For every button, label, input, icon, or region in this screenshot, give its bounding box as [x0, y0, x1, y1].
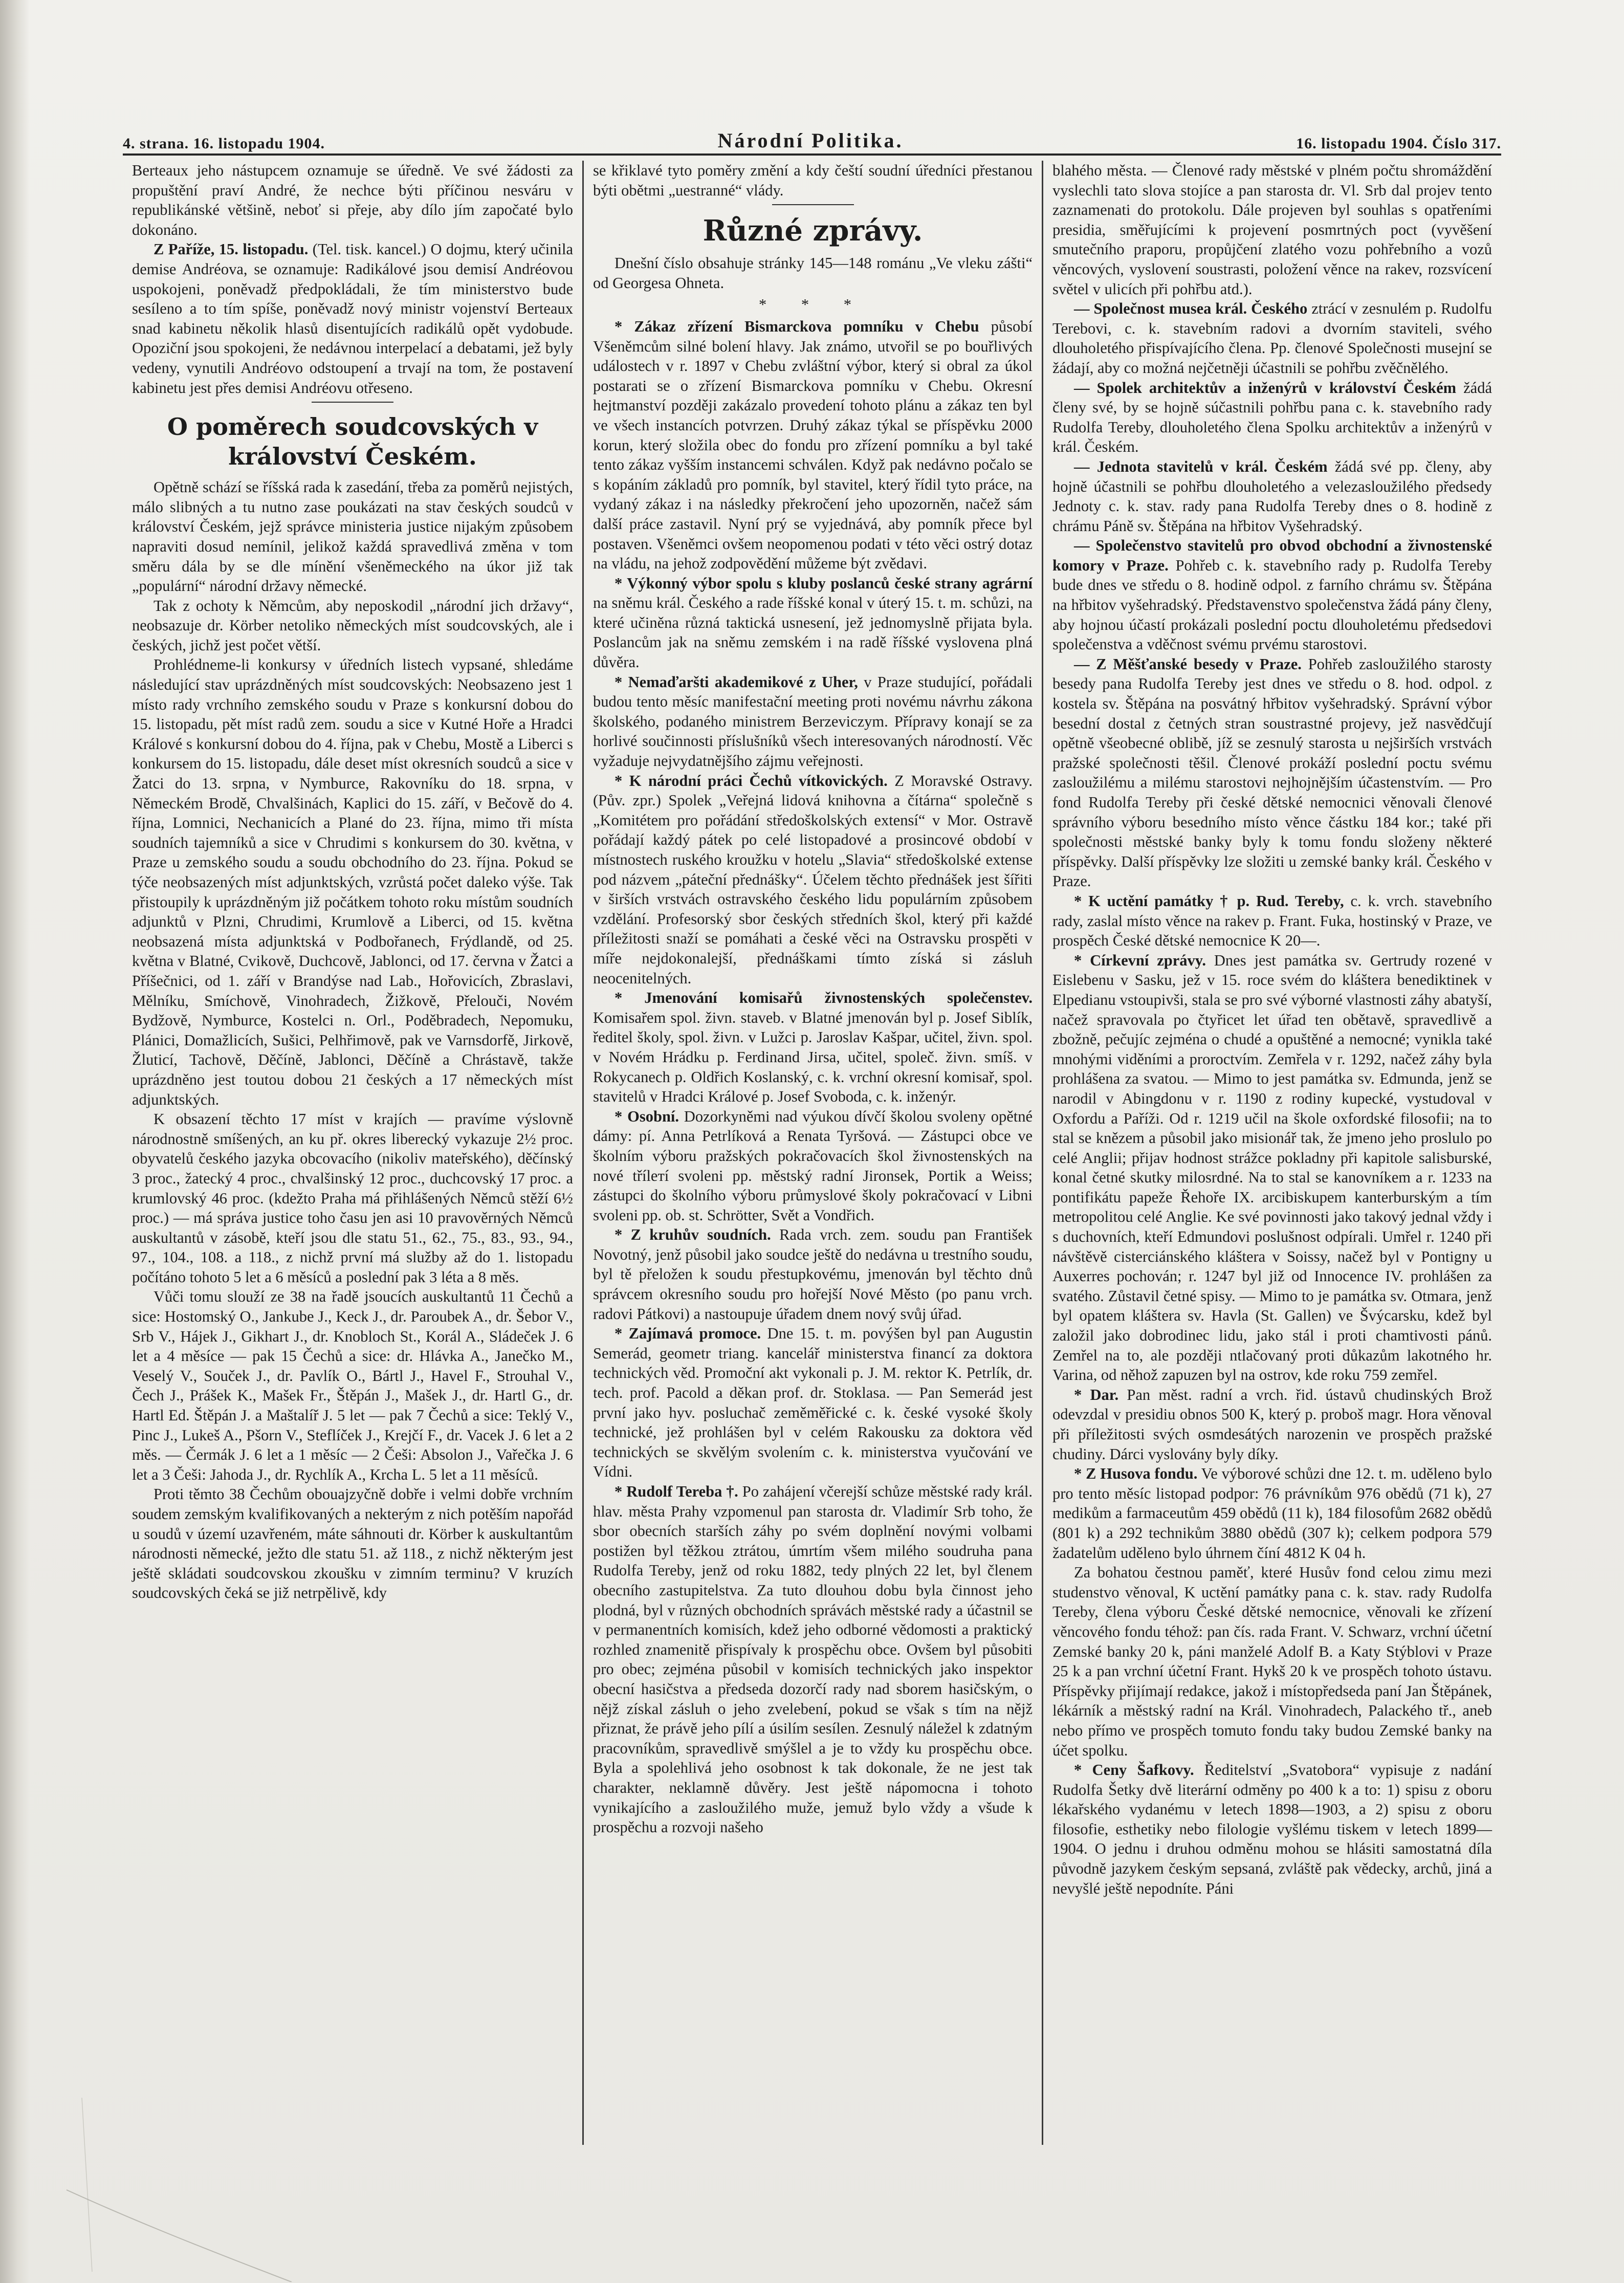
- item-title: * Rudolf Tereba †.: [615, 1483, 738, 1500]
- item-text: v Praze studující, pořádali budou tento měsíc manifestační meeting proti novému návrhu zákona školského, podaného ministrem Berzeviczym. Přípravy konají se za horlivé součinnosti příslušníků všech interesovaných národností. Věc vyžaduje nejvydatnějšího zájmu veřejnosti.: [593, 673, 1033, 770]
- issue-number-date: 16. listopadu 1904. Číslo 317.: [1296, 135, 1501, 152]
- news-item: [593, 1482, 1033, 1837]
- news-item: [1052, 891, 1492, 951]
- item-title: * Výkonný výbor spolu s kluby poslanců české strany agrární: [615, 574, 1033, 592]
- news-item: [593, 672, 1033, 771]
- page-number-date: 4. strana. 16. listopadu 1904.: [123, 135, 325, 152]
- item-text: ztrácí v zesnulém p. Rudolfu Terebovi, c. k. stavebním radovi a dvorním staviteli, svého dlouholetého přispívajícího člena. Pp. členové Společnosti musejní se žádají, aby co možná nejčetněji účastnili se pohřbu zvěčnělého.: [1052, 300, 1493, 377]
- paragraph: Vůči tomu slouží ze 38 na řadě jsoucích auskultantů 11 Čechů a sice: Hostomský O., Jankube J., Keck J., dr. Paroubek A., dr. Šebor V., Srb V., Hájek J., Gikhart J., dr. Knobloch St., Korál A., Sládeček J. 6 let a 4 měsíce — pak 15 Čechů a sice: dr. Hlávka A., Janečko M., Veselý V., Souček J., dr. Pavlík O., Bártl J., Havel F., Strouhal V., Čech J., Prášek K., Mašek Fr., Štěpán J., Mašek J., dr. Hartl G., dr. Hartl Ed. Štěpán J. a Maštalíř J. 5 let — pak 7 Čechů a sice: Teklý V., Pinc J., Lukeš A., Pšorn V., Steflíček J., Krejčí F., dr. Vacek J. 6 let a 2 měs. — Čermák J. 6 let a 1 měsíc — 2 Češi: Absolon J., Vařečka J. 6 let a 3 Češi: Jahoda J., dr. Rychlík A., Krcha L. 5 let a 11 měsíců.: [132, 1288, 573, 1483]
- paragraph: se křiklavé tyto poměry změní a kdy čeští soudní úředníci přestanou býti obětmi „uestranné“ vlády.: [593, 162, 1033, 199]
- item-text: Pan měst. radní a vrch. řid. ústavů chudinských Brož odevzdal v presidiu obnos 500 K, který p. proboš magr. Hora věnoval při příležitosti svých osmdesátých narozenin ve prospěch pražské chudiny. Dárci vyslovány byly díky.: [1052, 1386, 1492, 1463]
- item-title: — Společenstvo stavitelů pro obvod obchodní a živnostenské komory v Praze.: [1052, 537, 1492, 574]
- header-rule: [123, 153, 1501, 156]
- news-item: [1052, 951, 1492, 1385]
- item-title: * Nemaďaršti akademikové z Uher,: [615, 673, 858, 691]
- news-item: [593, 317, 1033, 574]
- item-text: Z Moravské Ostravy. (Pův. zpr.) Spolek „Veřejná lidová knihovna a čítárna“ společně s „Komitétem pro pořádání středoškolských extensí“ v Mor. Ostravě pořádají každý pátek po celé listopadové a prosincové období v místnostech ruského kroužku v hotelu „Slavia“ středoškolské extense pod názvem „páteční přednášky“. Účelem těchto přednášek jest šířiti v širších vrstvách ostravského českého lidu populárním způsobem vzdělání. Profesorský sbor českých středních škol, který při každé příležitosti snaží se pomáhati a české věci na Ostravsku prospěti v míře nejdokonalejší, přednáškami tímto získá si zásluh neocenitelných.: [593, 772, 1033, 987]
- item-title: * Z Husova fondu.: [1074, 1465, 1198, 1483]
- item-text: Dne 15. t. m. povýšen byl pan Augustin Semerád, geometr triang. kancelář ministerstva financí za doktora technických věd. Promoční akt vykonali p. J. M. rektor K. Petrlík, dr. tech. prof. Pacold a děkan prof. dr. Stoklasa. — Pan Semerád jest první jako hyv. posluchač zeměměřické c. k. české vysoké školy technické, jež prohlášen byl v celém Rakousku za doktora věd technických se skvělým svolením c. k. ministerstva vyučování ve Vídni.: [593, 1325, 1033, 1481]
- news-item: [593, 771, 1033, 989]
- item-text: Pohřeb c. k. stavebního rady p. Rudolfa Tereby bude dnes ve středu o 8. hodině odpol. z farního chrámu sv. Štěpána na hřbitov vyšehradský. Představenstvo společenstva žádá pány členy, aby hojnou účastí prokázali poslední poctu dlouholetému předsedovi společenstva a vděčnost svému prvému starostovi.: [1052, 556, 1492, 653]
- item-title: — Spolek architektův a inženýrů v království Českém: [1074, 379, 1457, 397]
- item-text: na sněmu král. Českého a rade říšské konal v úterý 15. t. m. schůzi, na které učiněna různá taktická usnesení, jež jednomyslně přijata byla. Poslancům jak na sněmu zemském i na radě říšské vyslovena plná důvěra.: [593, 594, 1033, 671]
- paragraph: Za bohatou čestnou paměť, které Husův fond celou zimu mezi studenstvo věnoval, K uctění památky pana c. k. stav. rady Rudolfa Tereby, člena výboru České dětské nemocnice, věnovali ke zřízení věncového fondu téhož: pan čís. rada Frant. V. Schwarz, vrchní účetní Zemské banky 20 k, páni manželé Adolf B. a Katy Stýblovi v Praze 25 k a pan vrchní účetní Frant. Hykš 20 k ve prospěch tohoto ústavu. Příspěvky přijímají redakce, jakož i místopředseda paní Jan Štěpánek, lékárník a městský radní na Král. Vinohradech, Palackého tř., aneb nebo přímo ve prospěch tomuto fondu taky budou Zemské banky na účet spolku.: [1052, 1564, 1492, 1759]
- item-text: Po zahájení včerejší schůze městské rady král. hlav. města Prahy vzpomenul pan starosta dr. Vladimír Srb toho, že sbor obecních starších záhy po svém doplnění novými volbami postižen byl těžkou ztrátou, úmrtím všem milého soudruha pana Rudolfa Tereby, jenž od roku 1882, tedy plných 22 let, byl členem obecního zastupitelstva. Za tuto dlouhou dobu byla činnost jeho plodná, byl v různých obchodních správách městské rady a účastnil se v permanentních komisích, kdež jeho odborné vědomosti a praktický rozhled znamenitě přispívaly k prospěchu obce. Ovšem byl působiti pro obec; zejména působil v komisích technických jako inspektor obecní hasičstva a předseda dozorčí rady nad sborem hasičským, o nějž získal zásluh o jeho zvelebení, pokud se však s tím na nějž přiznat, že právě jeho pílí a úsilím sesílen. Zesnulý náležel k zdatným pracovníkům, spravedlivě smýšlel a je to vždy ku prospěchu obce. Byla a spolehlivá jeho osobnost k tak dokonale, že ne jest tak charakter, neklamně důvěry. Jest ještě nápomocna i tohoto vynikajícího a zasloužilého muže, jemuž bylo vždy a všude k prospěchu a rozvoji našeho: [593, 1483, 1033, 1836]
- column-3: [1042, 161, 1501, 2145]
- news-item: [1052, 299, 1492, 378]
- item-text: působí Všeněmcům silné bolení hlavy. Jak známo, utvořil se po bouřlivých událostech v r. 1897 v Chebu zvláštní výbor, který si obral za úkol postarati se o zřízení Bismarckova pomníku v Chebu. Okresní hejtmanství později zakázalo provedení tohoto plánu a zákaz ten byl ve všech instancích potvrzen. Druhý zákaz týkal se příspěvku 2000 korun, který složila obec do fondu pro zřízení pomníku a byl také tento zákaz vyšším instancemi schválen. Když pak nedávno počalo se s kopáním základů pro pomník, byl stavitel, který řídil tyto práce, na vydaný zákaz i na následky překročení jeho upozorněn, načež sám další práce zastavil. Nyní prý se vyjednává, aby pomník přece byl postaven. Všeněmci ovšem neopomenou podati v této věci ostrý dotaz na vládu, na jehož zodpovědění můžeme být zvědavi.: [593, 317, 1033, 573]
- paper-scratch-mark: [61, 1995, 297, 2282]
- item-text: Dozorkyněmi nad výukou dívčí školou svoleny opětné dámy: pí. Anna Petrlíková a Renata Tyršová. — Zástupci obce ve školním výboru pražských pokračovacích škol živnostenských na nové třílетí svoleni pp. městský radní Jironsek, Portik a Weiss; zástupci do školního výboru průmyslové školy pokračovací v Libni svoleni pp. ob. st. Schrötter, Svět a Vondřich.: [593, 1107, 1033, 1224]
- article-headline: O poměrech soudcovských v království Českém.: [167, 413, 538, 471]
- paragraph: Prohlédneme-li konkursy v úředních listech vypsané, shledáme následující stav uprázdněných míst soudcovských: Neobsazeno jest 1 místo rady vrchního zemského soudu v Praze s konkursní dobou do 15. listopadu, pět míst radů zem. soudu a sice v Kutné Hoře a Hradci Králové s konkursní dobou do 4. října, pak v Chebu, Mostě a Liberci s konkursem do 15. listopadu, dále deset míst okresních soudců a sice v Žatci do 13. srpna, v Nymburce, Rakovníku do 18. srpna, v Německém Brodě, Chvalšinách, Kaplici do 15. září, v Bečově do 4. října, Lomnici, Nechanicích a Plané do 23. října, mimo tři místa soudních tajemníků a sice v Chrudimi s konkursem do 30. května, v Praze u zemského soudu a soudu obchodního do 23. října. Pokud se týče neobsazených míst adjunktských, vzrůstá počet daleko výše. Tak přistoupily k uprázdněným již počátkem tohoto roku místům soudních adjunktů v Plzni, Chrudimi, Krumlově a Liberci, od 15. května neobsazená místa adjunktská v Podbořanech, Frýdlandě, od 25. května v Blatné, Cvikově, Duchcově, Jablonci, od 17. června v Žatci a Příšečnici, od 1. září v Brandýse nad Lab., Hořovicích, Zbraslavi, Mělníku, Smíchově, Vinohradech, Žižkově, Přelouči, Novém Bydžově, Nymburce, Kostelci n. Orl., Poděbradech, Nepomuku, Plánici, Domažlicích, Sušici, Pelhřimově, pak ve Varnsdorfě, Jirkově, Žluticí, Tachově, Děčíně, Jablonci, Děčíně a Chrástavě, takže uprázdněno jest toutou dobou 21 českých a 17 německých míst adjunktských.: [132, 656, 573, 1108]
- item-title: * Ceny Šafkovy.: [1074, 1761, 1194, 1779]
- item-text: Komisařem spol. živn. staveb. v Blatné jmenován byl p. Josef Siblík, ředitel školy, spol. živn. v Lužci p. Jaroslav Kašpar, učitel, živn. spol. v Novém Hrádku p. Ferdinand Jirsa, učitel, společ. živn. smíš. v Rokycanech p. Oldřich Koslanský, c. k. vrchní okresní komisař, spol. stavitelů v Hradci Králové p. Josef Svoboda, c. k. inženýr.: [593, 1008, 1033, 1106]
- news-item: [1052, 457, 1492, 536]
- item-text: Ředitelství „Svatobora“ vypisuje z nadání Rudolfa Šetky dvě literární odměny po 400 k a to: 1) spisu z oboru lékařského vydanému v letech 1898—1903, a 2) spisu z oboru filosofie, esthetiky nebo filologie vyšlému tiskem v letech 1899—1904. O jednu i druhou odměnu mohou se hlásiti samostatná díla původně jazykem českým sepsaná, zvláště pak vědecky, archů, jiná a nevyšlé ještě nepodníte. Páni: [1052, 1761, 1492, 1897]
- item-title: — Jednota stavitelů v král. Českém: [1074, 457, 1328, 475]
- divider: [312, 402, 393, 403]
- item-text: žádá členy své, by se hojně súčastnili pohřbu pana c. k. stavebního rady Rudolfa Tereby, dlouholetého člena Spolku architektův a inženýrů v král. Českém.: [1052, 379, 1492, 456]
- item-title: * Dar.: [1074, 1386, 1119, 1403]
- news-item: [1052, 1760, 1492, 1898]
- item-text: c. k. vrch. stavebního rady, zaslal místo věnce na rakev p. Frant. Fuka, hostinský v Praze, ve prospěch České dětské nemocnice K 20—.: [1052, 892, 1493, 950]
- paragraph: Proti těmto 38 Čechům obouajzyčně dobře i velmi dobře vrchním soudem zemským kvalifikovaných a nekterým z nich potěším napořád u soudů v území uzavřeném, máte sáhnouti dr. Körber k auskultantům národnosti německé, ježto dle statu 51. až 118., z nichž některým jest ještě skládati soudcovskou zkoušku v zimním terminu? V kruzích soudcovských čeká se již netrpělivě, kdy: [132, 1485, 573, 1602]
- news-item: [1052, 1464, 1492, 1563]
- running-header: [123, 122, 1501, 152]
- news-item: [1052, 1385, 1492, 1464]
- item-title: * K národní práci Čechů vítkovických.: [615, 772, 888, 789]
- item-title: — Z Měšťanské besedy v Praze.: [1074, 655, 1302, 673]
- item-title: * Osobní.: [615, 1107, 679, 1125]
- section-headline: Různé zprávy.: [703, 214, 923, 248]
- paragraph: Opětně schází se říšská rada k zasedání, třeba za poměrů nejistých, málo slibných a tu nutno zase poukázati na stav českých soudců v království Českém, jejž správce ministeria justice nijakým způsobem napraviti dosud nemínil, jelikož každá spravedlivá změna v tom směru dála by se dle mínění všeněmeckého na úkor již tak „populární“ národní državy německé.: [132, 478, 573, 595]
- column-1: [123, 161, 582, 2145]
- news-item: [1052, 654, 1492, 891]
- paragraph: Dnešní číslo obsahuje stránky 145—148 románu „Ve vleku zášti“ od Georgesa Ohneta.: [593, 254, 1033, 292]
- item-title: * Církevní zprávy.: [1074, 951, 1206, 969]
- paragraph: K obsazení těchto 17 míst v krajích — pravíme výslovně národnostně smíšených, an ku př. okres liberecký vykazuje 2½ proc. obyvatelů českého jazyka obcovacího (nikoliv mateřského), děčínský 3 proc., žatecký 4 proc., chvalšinský 12 proc., duchcovský 17 proc. a krumlovský 46 proc. (kdežto Praha má přihlášených Němců stěží 6½ proc.) — má správa justice toho času jen asi 10 pravověrných Němců auskultantů v zásobě, kteří jsou dle statu 51., 62., 75., 83., 93., 94., 97., 104., 108. a 118., z nichž první má služby až do 1. listopadu počítáno tohoto 5 let a 6 měsíců a poslední pak 3 léta a 8 měs.: [132, 1110, 573, 1286]
- item-text: Rada vrch. zem. soudu pan František Novotný, jenž působil jako soudce ještě do nedávna u trestního soudu, byl tě přeložen k soudu přestupkovému, jmenován byl těchto dnů správcem okresního soudu pro hořejší Nové Město (po panu vrch. radovi Pátkovi) a nastoupuje úřadem dnem nový svůj úřad.: [593, 1226, 1033, 1323]
- item-title: * Zajímavá promoce.: [615, 1325, 761, 1343]
- item-text: Ve výborové schůzi dne 12. t. m. uděleno bylo pro tento měsíc listopad podpor: 76 právníkům 976 obědů (71 k), 27 medikům a farmaceutům 459 obědů (11 k), 184 filosofům 2682 obědů (801 k) a 292 technikům 3880 obědů (307 k); celkem podpora 579 žadatelům uděleno bylo úhrnem číní 4812 K 04 h.: [1052, 1465, 1492, 1562]
- item-title: * Jmenování komisařů živnostenských společenstev.: [615, 989, 1033, 1007]
- news-item: [1052, 378, 1492, 457]
- item-text: Dnes jest památka sv. Gertrudy rozené v Eislebenu v Sasku, jež v 15. roce svém do kláštera benediktinek v Elpedianu vstoupivši, stala se pro své výborné vlastnosti záhy abatyší, načež spravovala po čtyřicet let úřad ten obětavě, spravedlivě a zbožně, pečujíc zejména o chudé a opuštěné a nemocné; vynikla také mnohými viděními a proroctvím. Zemřela v r. 1292, načež záhy byla prohlášena za svatou. — Mimo to jest památka sv. Edmunda, jenž se narodil v Abingdonu v r. 1190 z rodiny kupecké, vystudoval v Oxfordu a Paříži. Od r. 1219 učil na škole oxfordské filosofii; na to stal se knězem a působil jako misionář tak, že jmeno jeho proslulo po celé Anglii; přijav hodnost strážce pokladny při kapitole salisburské, konal četné skutky milosrdné. Na to stal se kanovníkem a r. 1233 na pontifikátu papeže Řehoře IX. arcibiskupem kanterburským a tím metropolitou celé Anglie. Ke své povinnosti jako takový jednal vždy i s duchovních, kteří Edmundovi poslušnost odpírali. Umřel r. 1240 při návštěvě cisterciánského kláštera v Soissy, načež byl v Pontigny u Auxerres pochován; r. 1247 byl již od Innocence IV. prohlášen za svatého. Zůstavil četné spisy. — Mimo to je památka sv. Otmara, jenž byl opatem kláštera sv. Havla (St. Gallen) ve Švýcarsku, kdež byl založil jako dobrodinec lidu, jako stál i proti chamtivosti pánů. Zemřel na to, ale později ntlačovaný proti důkazům lakotného hr. Varina, od něhož zapuzen byl na ostrov, kde roku 759 zemřel.: [1052, 951, 1493, 1384]
- item-title: * K uctění památky † p. Rud. Tereby,: [1074, 892, 1344, 910]
- news-item: [1052, 536, 1492, 654]
- news-item: [593, 574, 1033, 672]
- news-item: [593, 1324, 1033, 1482]
- news-item: [132, 239, 573, 398]
- newspaper-title: Národní Politika.: [717, 129, 904, 152]
- item-title: * Zákaz zřízení Bismarckova pomníku v Chebu: [615, 317, 979, 335]
- item-title: — Společnost musea král. Českého: [1074, 300, 1308, 318]
- item-text: (Tel. tisk. kancel.) O dojmu, který učinila demise Andréova, se oznamuje: Radikálové jsou demisí Andréovou uspokojeni, poněvadž předpokládali, že tím ministerstvo bude sesíleno a to tím spíše, poněvadž nový ministr vojenství Berteaux snad kabinetu několik hlasů disentujících radikálů opět vydobude. Opoziční jsou spokojeni, že nedávnou interpelací a debatami, jež byly vedeny, vynutili Andréovo odstoupení a trvají na tom, že postavení kabinetu jest přes demisi Andréovu otřeseno.: [132, 240, 574, 397]
- divider: [772, 204, 854, 205]
- news-item: [593, 1107, 1033, 1225]
- item-text: Pohřeb zasloužilého starosty besedy pana Rudolfa Tereby jest dnes ve středu o 8. hod. odpol. z kostela sv. Štěpána na posvátný hřbitov vyšehradský. Správní výbor besední dostal z četných stran soustrastné projevy, jež nasvědčují opětně všeobecné oblibě, jíž se zesnulý starosta u nejširších vrstvách pražské společnosti těšil. Členové prokáží poslední poctu svému zasloužilému a milému starostovi nejhojnějším účastenstvím. — Pro fond Rudolfa Tereby při české dětské nemocnici věnovali členové správního výboru besedního místo věnce částku 184 kor.; také při společnosti městské banky byly k tomu fondu složeny některé příspěvky. Další příspěvky lze složiti u zemské banky král. Českého v Praze.: [1052, 655, 1493, 890]
- news-item: [593, 988, 1033, 1107]
- paragraph: Berteaux jeho nástupcem oznamuje se úředně. Ve své žádosti za propuštění praví André, že nechce býti příčinou nesváru v republikánské většině, neboť si přeje, aby dílo jím započaté bylo dokonáno.: [132, 162, 573, 238]
- item-text: žádá své pp. členy, aby hojně účastnili se pohřbu dlouholetého a velezasloužilého předsedy Jednoty c. k. stav. rady pana Rudolfa Tereby dnes o 8. hodině z chrámu Páně sv. Štěpána na hřbitov Vyšehradský.: [1052, 457, 1492, 535]
- paragraph: Tak z ochoty k Němcům, aby neposkodil „národní jich državy“, neobsazuje dr. Körber netoliko německých míst soudcovských, ale i českých, jichž jest počet větší.: [132, 597, 573, 654]
- item-title: Z Paříže, 15. listopadu.: [153, 240, 309, 258]
- article-columns: [123, 161, 1501, 2145]
- column-2: [582, 161, 1042, 2145]
- news-item: [593, 1225, 1033, 1324]
- section-stars: * * *: [759, 296, 867, 314]
- item-title: * Z kruhův soudních.: [615, 1226, 771, 1244]
- paragraph: blahého města. — Členové rady městské v plném počtu shromáždění vyslechli tato slova stojíce a pan starosta dr. Vl. Srb dal projev tento zaznamenati do protokolu. Dále projeven byl souhlas s opatřeními presidia, směřujícími k projevení posmrtných poct (vyvěšení smutečního praporu, propůjčení zlatého vozu pohřebního a vozů věncových, vyslovení soustrasti, položení věnce na rakev, rozsvícení světel v ulicích při pohřbu atd.).: [1052, 162, 1492, 298]
- page-edge-shadow: [0, 0, 30, 2283]
